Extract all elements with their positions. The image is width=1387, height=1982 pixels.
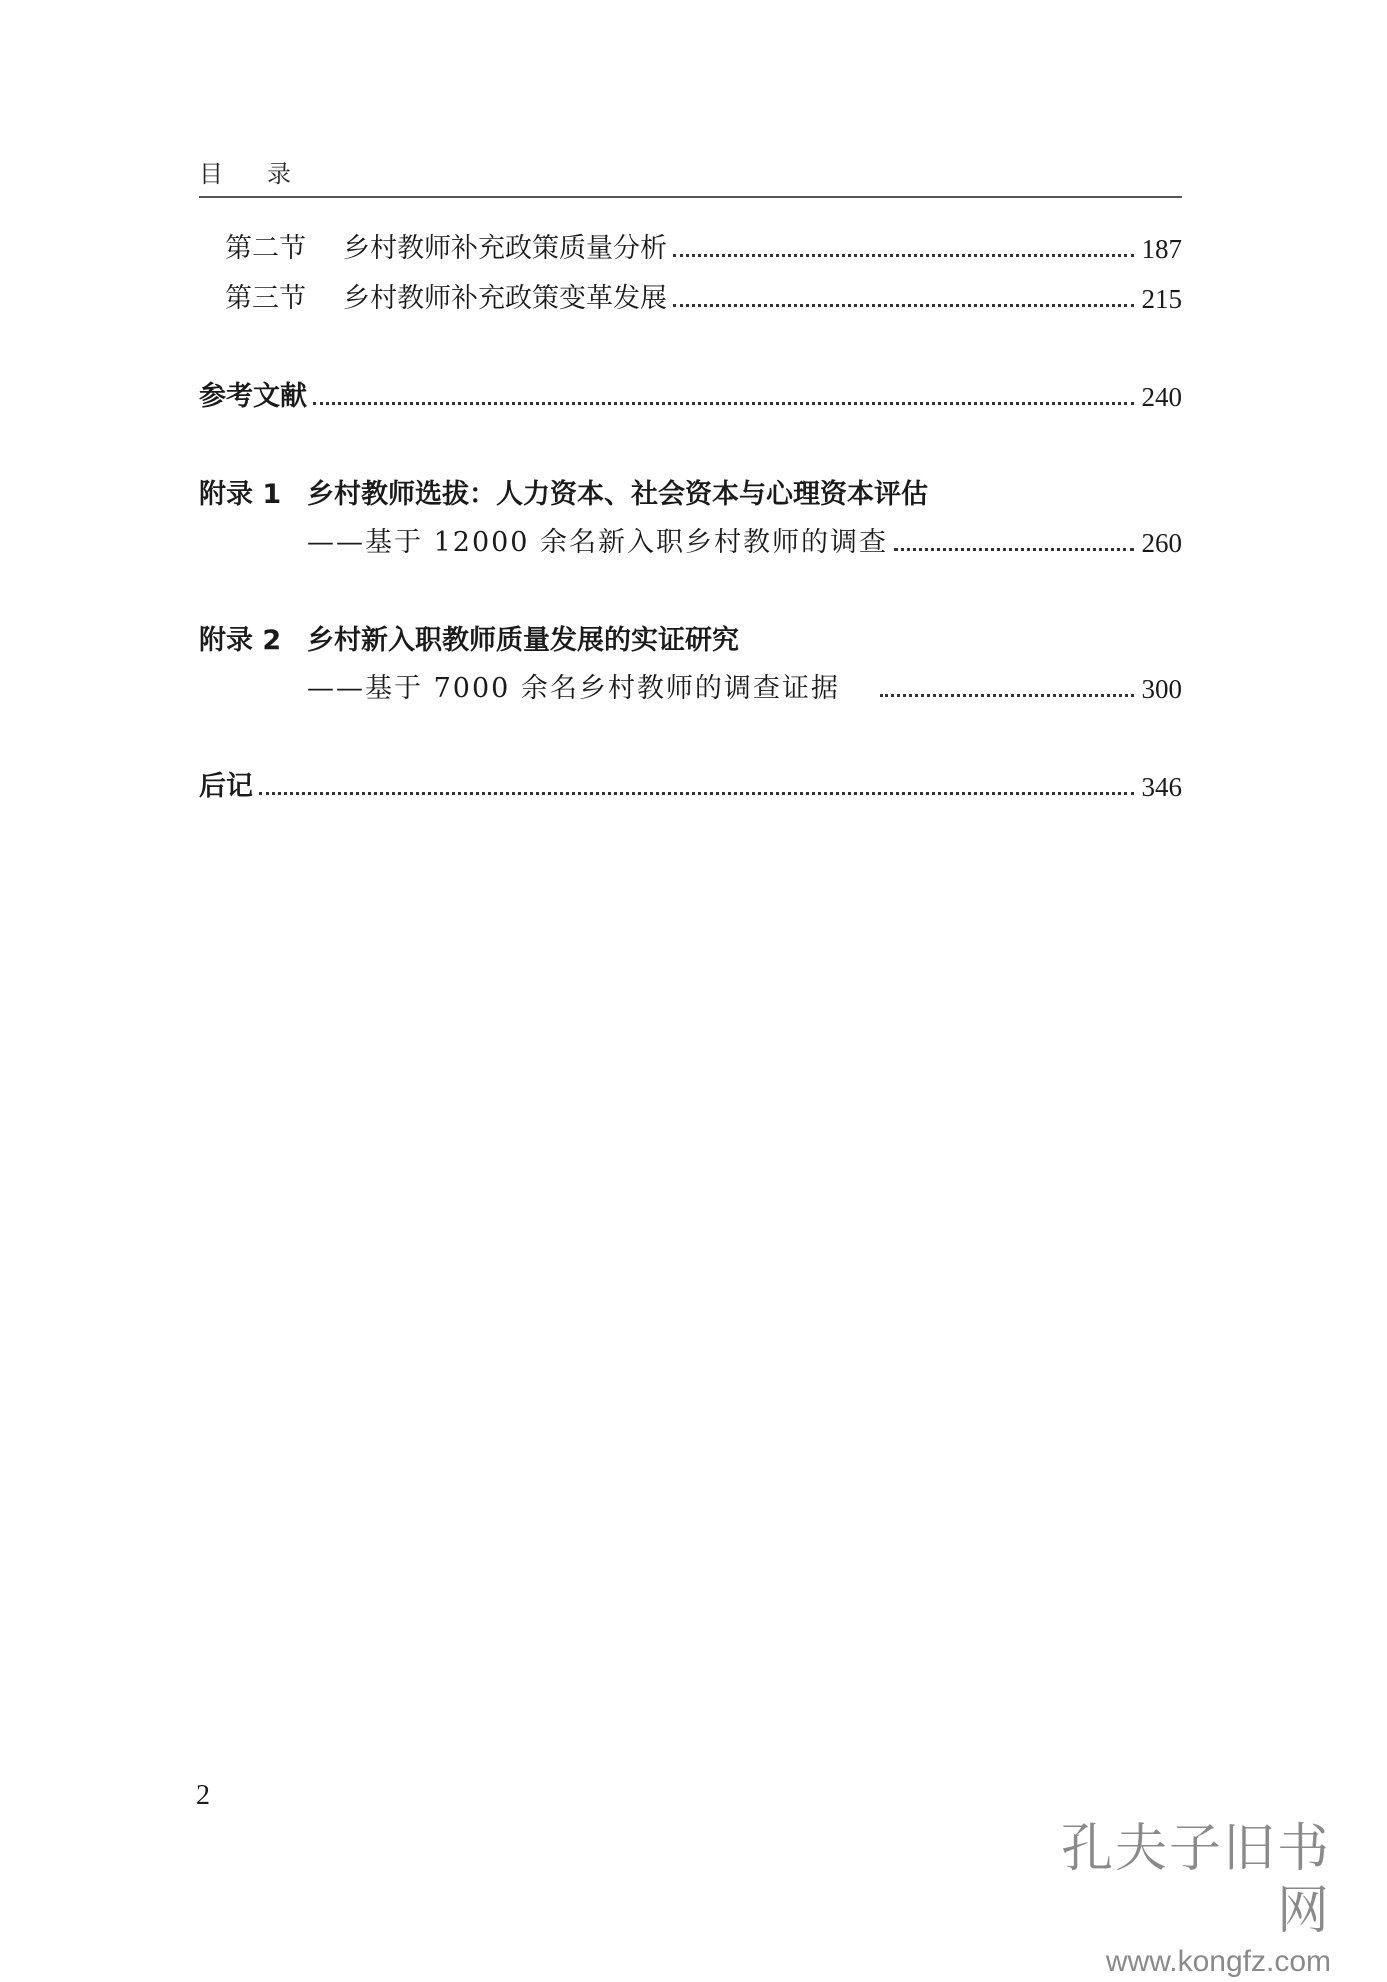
appendix-number: 附录 2 [199,625,282,656]
appendix-number: 附录 1 [199,479,282,510]
appendix-title: 乡村新入职教师质量发展的实证研究 [307,625,739,656]
watermark-text: 孔夫子旧书网 [1060,1819,1331,1941]
page-reference: 215 [1141,284,1182,314]
page-reference: 260 [1141,528,1182,558]
page-reference: 346 [1141,772,1182,802]
page-reference: 300 [1141,674,1182,704]
header-title: 目录 [199,160,335,188]
toc-entry-afterword[interactable] [199,764,1182,804]
toc-entry-references[interactable] [199,374,1182,414]
entry-title: 参考文献 [199,381,307,412]
appendix-subtitle: ——基于 7000 余名乡村教师的调查证据 [307,673,840,704]
section-number: 第二节 [225,233,306,264]
page-number: 2 [196,1780,210,1811]
dot-leader [880,692,1134,697]
toc-entry-appendix-2-subtitle[interactable] [307,666,1182,706]
watermark-url: www.kongfz.com [1105,1945,1331,1978]
page-reference: 187 [1141,234,1182,264]
appendix-title: 乡村教师选拔：人力资本、社会资本与心理资本评估 [307,479,928,510]
page-reference: 240 [1141,382,1182,412]
toc-entry-appendix-2[interactable] [199,618,739,658]
section-title: 乡村教师补充政策变革发展 [343,283,667,314]
dot-leader [673,302,1134,307]
watermark [1011,1818,1331,1978]
running-header [199,150,1182,198]
entry-title: 后记 [199,771,253,802]
section-number: 第三节 [225,283,306,314]
dot-leader [673,252,1134,257]
dot-leader [259,790,1134,795]
toc-entry-appendix-1-subtitle[interactable] [307,520,1182,560]
appendix-subtitle: ——基于 12000 余名新入职乡村教师的调查 [307,527,889,558]
dot-leader [313,400,1134,405]
dot-leader [894,546,1133,551]
toc-entry-section-3[interactable] [199,276,1182,316]
toc-entry-appendix-1[interactable] [199,472,928,512]
section-title: 乡村教师补充政策质量分析 [343,233,667,264]
toc-entry-section-2[interactable] [199,226,1182,266]
